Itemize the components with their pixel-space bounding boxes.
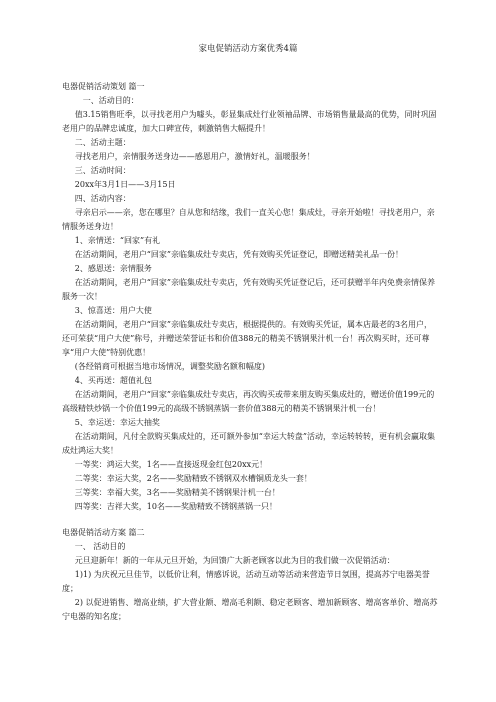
paragraph: 一、活动目的： (82, 96, 139, 105)
paragraph: 四、活动内容： (74, 194, 131, 203)
paragraph: 在活动期间，老用户“回家”亲临集成灶专卖店，根据提供的。有效购买凭证，属本店最老的3名用户，还可荣获“用户大使”称号，并赠送荣誉证书和价值388元的精美不锈钢果汁机一台！再次购买时，还可尊享“用户大使”特别优惠！ (62, 320, 433, 357)
paragraph: 一等奖：鸿运大奖，1名——直接返现金红包20xx元！ (74, 460, 268, 469)
paragraph: 1、亲情送：“回家”有礼 (74, 236, 161, 245)
paragraph: 2、感恩送：亲情服务 (74, 264, 152, 273)
paragraph: 寻亲启示——亲，您在哪里？自从您和结缘，我们一直关心您！集成灶，寻亲开始啦！寻找老用户，亲情服务送身边！ (62, 208, 435, 231)
paragraph: 5、幸运送：幸运大抽奖 (74, 418, 160, 427)
paragraph: 二、活动主题： (74, 138, 131, 147)
paragraph: 值3.15销售旺季，以寻找老用户为噱头，彰显集成灶行业领袖品牌、市场销售量最高的优势，同时巩固老用户的品牌忠诚度，加大口碑宣传，刺激销售大幅提升！ (62, 110, 437, 133)
section-heading: 电器促销活动方案 篇二 (62, 528, 145, 537)
paragraph: 一、 活动目的 (74, 542, 126, 551)
paragraph: 元旦迎新年！新的一年从元旦开始，为回馈广大新老顾客以此为目的我们做一次促销活动： (74, 556, 395, 565)
paragraph: 四等奖：吉祥大奖，10名——奖励精致不锈钢蒸锅一只！ (74, 502, 277, 511)
paragraph: 三、活动时间： (74, 166, 131, 175)
paragraph: 在活动期间，凡付全款购买集成灶的，还可额外参加“幸运大转盘”活动，幸运转转转，更有机会赢取集成灶鸿运大奖！ (62, 432, 435, 455)
paragraph: 3、惊喜送：用户大使 (74, 306, 152, 315)
paragraph: 4、买再送：超值礼包 (74, 376, 152, 385)
paragraph: 在活动期间，老用户“回家”亲临集成灶专卖店，凭有效购买凭证登记，即赠送精美礼品一份！ (74, 250, 403, 259)
paragraph: 在活动期间，老用户“回家”亲临集成灶专卖店，凭有效购买凭证登记后，还可获赠半年内免费亲情保养服务一次！ (62, 278, 435, 301)
section-heading: 电器促销活动策划 篇一 (62, 82, 145, 91)
paragraph: (各经销商可根据当地市场情况，调整奖励名额和幅度) (74, 362, 266, 371)
document-body (62, 80, 440, 624)
paragraph: 20xx年3月1日——3月15日 (74, 180, 176, 189)
paragraph: 寻找老用户，亲情服务送身边——感恩用户，激情好礼，温暖服务！ (74, 152, 315, 161)
paragraph: 2) 以促进销售、增高业绩，扩大营业额、增高毛利额、稳定老顾客、增加新顾客、增高客单价、增高苏宁电器的知名度； (62, 598, 438, 621)
paragraph: 三等奖：幸福大奖，3名——奖励精美不锈钢果汁机一台！ (74, 488, 280, 497)
paragraph: 二等奖：幸运大奖，2名——奖励精致不锈钢双水槽铜质龙头一套！ (74, 474, 312, 483)
document-title: 家电促销活动方案优秀4篇 (198, 44, 298, 54)
section-gap (62, 514, 440, 526)
paragraph: 在活动期间，老用户“回家”亲临集成灶专卖店，再次购买或带来朋友购买集成灶的，赠送价值199元的高级精铁炒锅一个价值199元的高级不锈钢蒸锅一套价值388元的精美不锈钢果汁机一台！ (62, 390, 435, 413)
paragraph: 1)1) 为庆祝元旦佳节，以低价让利，情感诉说，活动互动等活动来营造节日氛围，提高苏宁电器美誉度； (62, 570, 430, 593)
